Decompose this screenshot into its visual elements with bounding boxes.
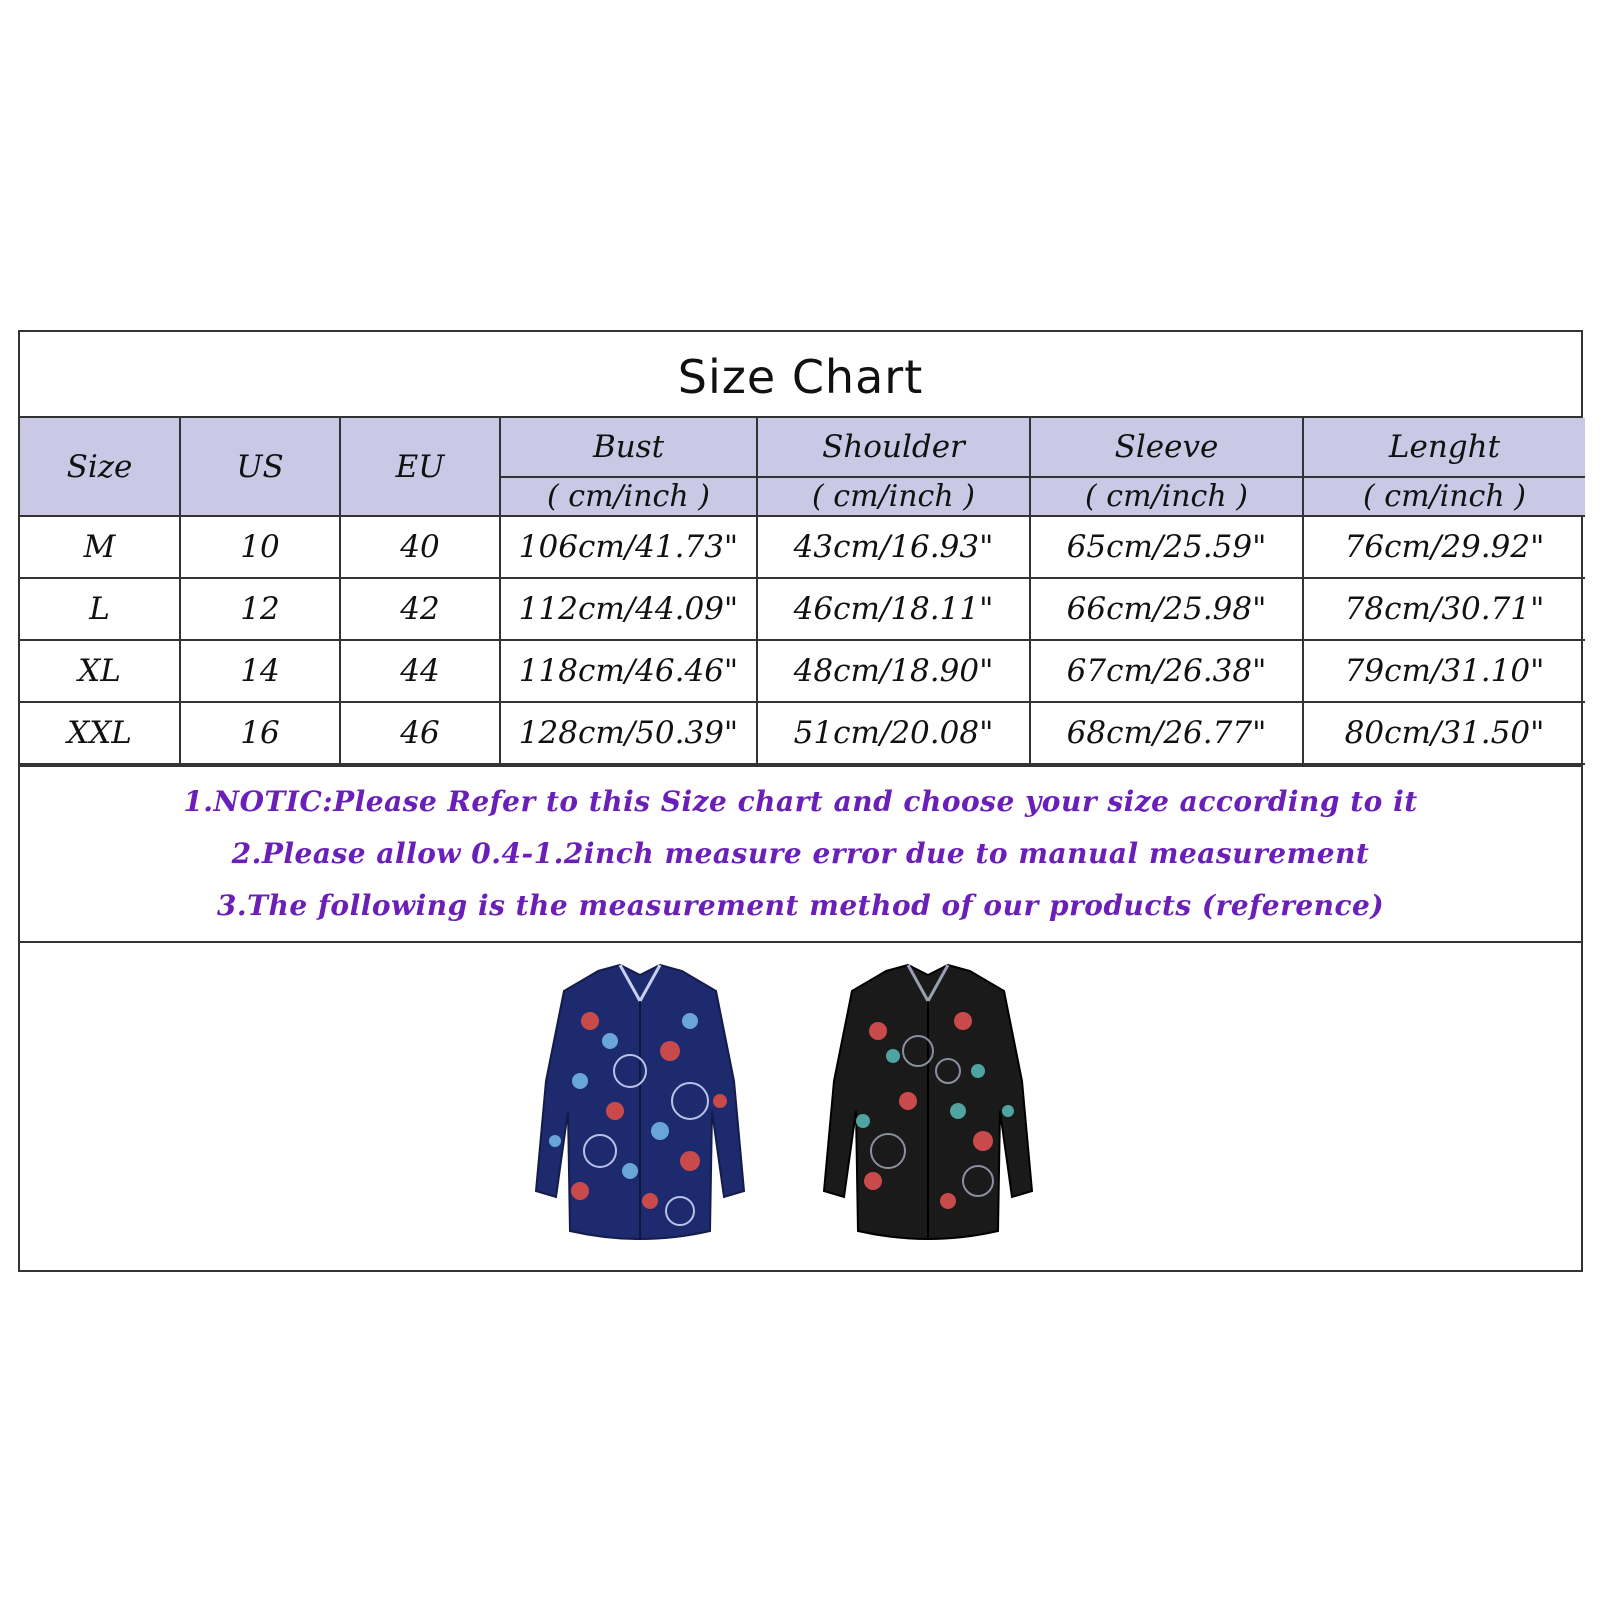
- header-shoulder: Shoulder: [757, 418, 1030, 477]
- cell-eu: 46: [340, 702, 500, 764]
- table-row: [20, 578, 1585, 640]
- unit-bust: ( cm/inch ): [500, 477, 757, 516]
- cell-size: XXL: [20, 702, 180, 764]
- cell-bust: 106cm/41.73": [500, 516, 757, 578]
- header-bust: Bust: [500, 418, 757, 477]
- note-line: 2.Please allow 0.4-1.2inch measure error due to manual measurement: [231, 837, 1370, 870]
- title-row: [20, 332, 1581, 418]
- header-us: US: [180, 418, 340, 516]
- note-line: 3.The following is the measurement method of our products (reference): [216, 889, 1385, 922]
- unit-length: ( cm/inch ): [1303, 477, 1585, 516]
- table-header-row: [20, 418, 1585, 477]
- cell-eu: 42: [340, 578, 500, 640]
- cell-bust: 118cm/46.46": [500, 640, 757, 702]
- cell-us: 12: [180, 578, 340, 640]
- cell-eu: 44: [340, 640, 500, 702]
- table-row: [20, 516, 1585, 578]
- header-eu: EU: [340, 418, 500, 516]
- cell-shoulder: 48cm/18.90": [757, 640, 1030, 702]
- cell-shoulder: 43cm/16.93": [757, 516, 1030, 578]
- cell-bust: 128cm/50.39": [500, 702, 757, 764]
- unit-shoulder: ( cm/inch ): [757, 477, 1030, 516]
- table-row: [20, 702, 1585, 764]
- cell-shoulder: 51cm/20.08": [757, 702, 1030, 764]
- header-sleeve: Sleeve: [1030, 418, 1303, 477]
- cell-sleeve: 65cm/25.59": [1030, 516, 1303, 578]
- cell-size: XL: [20, 640, 180, 702]
- cell-length: 78cm/30.71": [1303, 578, 1585, 640]
- cell-us: 14: [180, 640, 340, 702]
- notes-section: [20, 765, 1581, 941]
- black-floral-shirt-image: [808, 961, 1048, 1251]
- header-size: Size: [20, 418, 180, 516]
- chart-title: Size Chart: [677, 350, 924, 404]
- cell-sleeve: 67cm/26.38": [1030, 640, 1303, 702]
- cell-bust: 112cm/44.09": [500, 578, 757, 640]
- cell-size: M: [20, 516, 180, 578]
- cell-length: 79cm/31.10": [1303, 640, 1585, 702]
- size-chart: [18, 330, 1583, 1272]
- cell-length: 80cm/31.50": [1303, 702, 1585, 764]
- cell-us: 16: [180, 702, 340, 764]
- cell-sleeve: 68cm/26.77": [1030, 702, 1303, 764]
- size-table: [20, 418, 1585, 765]
- cell-eu: 40: [340, 516, 500, 578]
- cell-us: 10: [180, 516, 340, 578]
- cell-size: L: [20, 578, 180, 640]
- cell-sleeve: 66cm/25.98": [1030, 578, 1303, 640]
- cell-shoulder: 46cm/18.11": [757, 578, 1030, 640]
- unit-sleeve: ( cm/inch ): [1030, 477, 1303, 516]
- product-images: [20, 941, 1581, 1263]
- cell-length: 76cm/29.92": [1303, 516, 1585, 578]
- header-length: Lenght: [1303, 418, 1585, 477]
- table-row: [20, 640, 1585, 702]
- blue-floral-shirt-image: [520, 961, 760, 1251]
- note-line: 1.NOTIC:Please Refer to this Size chart and choose your size according to it: [183, 785, 1418, 818]
